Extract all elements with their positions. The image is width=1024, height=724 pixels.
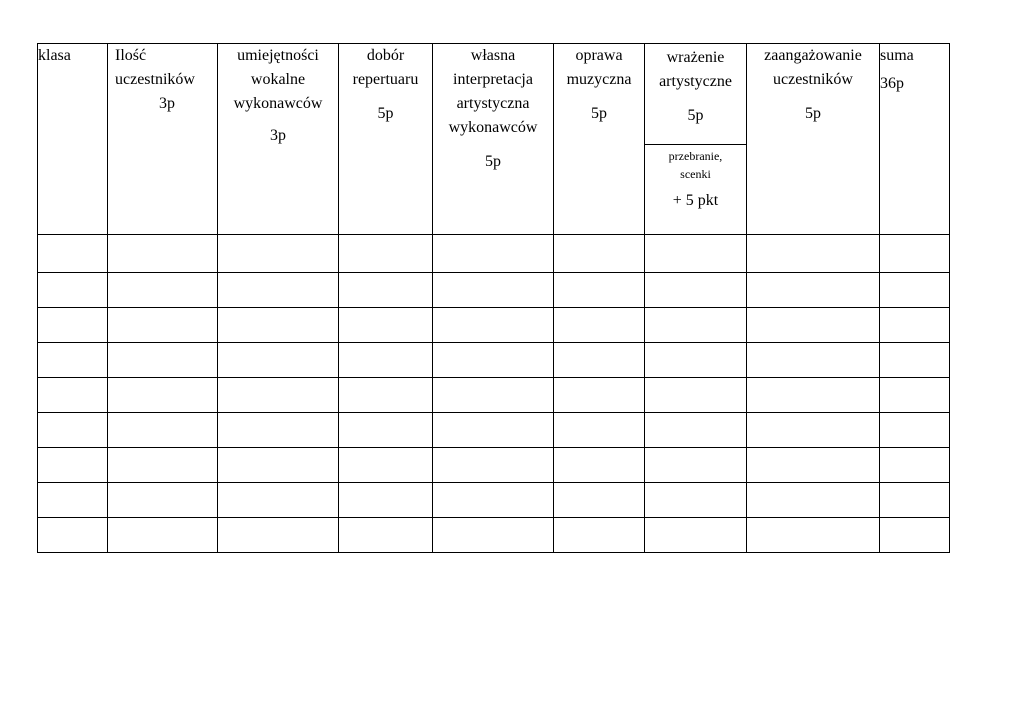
cell-zaangazowanie[interactable] <box>747 483 880 518</box>
cell-umiejetnosci[interactable] <box>218 483 339 518</box>
cell-zaangazowanie[interactable] <box>747 413 880 448</box>
cell-ilosc[interactable] <box>108 483 218 518</box>
header-interpretacja-line-3: artystyczna <box>456 95 530 112</box>
cell-oprawa[interactable] <box>554 483 645 518</box>
header-oprawa-muzyczna <box>554 44 645 235</box>
header-wrazenie-line-2: artystyczne <box>659 73 732 90</box>
cell-oprawa[interactable] <box>554 378 645 413</box>
header-dobor-points: 5p <box>377 105 394 122</box>
cell-ilosc[interactable] <box>108 308 218 343</box>
cell-zaangazowanie[interactable] <box>747 448 880 483</box>
cell-klasa[interactable] <box>38 448 108 483</box>
cell-oprawa[interactable] <box>554 343 645 378</box>
cell-interpretacja[interactable] <box>433 235 554 273</box>
table-row <box>38 518 950 553</box>
cell-interpretacja[interactable] <box>433 308 554 343</box>
header-umiejetnosci-line-1: umiejętności <box>237 47 319 64</box>
header-umiejetnosci-line-2: wokalne <box>250 71 306 88</box>
header-zaangazowanie-line-2: uczestników <box>773 71 853 88</box>
header-wrazenie-artystyczne <box>645 44 747 235</box>
header-wrazenie-sub-line-1: przebranie, <box>668 149 723 163</box>
cell-wrazenie[interactable] <box>645 308 747 343</box>
cell-umiejetnosci[interactable] <box>218 308 339 343</box>
table-row <box>38 235 950 273</box>
cell-dobor[interactable] <box>339 518 433 553</box>
header-wrazenie-sub-line-2: scenki <box>680 167 711 181</box>
header-zaangazowanie <box>747 44 880 235</box>
header-zaangazowanie-points: 5p <box>805 105 821 122</box>
cell-wrazenie[interactable] <box>645 378 747 413</box>
header-oprawa-line-2: muzyczna <box>566 71 632 88</box>
header-suma <box>880 44 950 235</box>
table-row <box>38 378 950 413</box>
header-dobor-repertuaru <box>339 44 433 235</box>
cell-wrazenie[interactable] <box>645 483 747 518</box>
table-row <box>38 448 950 483</box>
cell-wrazenie[interactable] <box>645 448 747 483</box>
cell-zaangazowanie[interactable] <box>747 343 880 378</box>
cell-zaangazowanie[interactable] <box>747 273 880 308</box>
cell-dobor[interactable] <box>339 308 433 343</box>
cell-zaangazowanie[interactable] <box>747 518 880 553</box>
wrazenie-bonus <box>645 145 746 213</box>
cell-interpretacja[interactable] <box>433 413 554 448</box>
cell-interpretacja[interactable] <box>433 378 554 413</box>
cell-dobor[interactable] <box>339 343 433 378</box>
cell-klasa[interactable] <box>38 378 108 413</box>
header-umiejetnosci-line-3: wykonawców <box>233 95 323 112</box>
cell-dobor[interactable] <box>339 273 433 308</box>
cell-wrazenie[interactable] <box>645 518 747 553</box>
cell-interpretacja[interactable] <box>433 448 554 483</box>
cell-dobor[interactable] <box>339 378 433 413</box>
header-umiejetnosci-points: 3p <box>270 127 286 144</box>
cell-suma[interactable] <box>880 378 950 413</box>
cell-dobor[interactable] <box>339 448 433 483</box>
cell-dobor[interactable] <box>339 235 433 273</box>
header-dobor-line-1: dobór <box>366 47 405 64</box>
cell-interpretacja[interactable] <box>433 273 554 308</box>
cell-ilosc[interactable] <box>108 378 218 413</box>
cell-klasa[interactable] <box>38 343 108 378</box>
cell-suma[interactable] <box>880 343 950 378</box>
table-row <box>38 308 950 343</box>
cell-ilosc[interactable] <box>108 235 218 273</box>
cell-oprawa[interactable] <box>554 273 645 308</box>
header-suma-points: 36p <box>880 75 904 92</box>
table-row <box>38 343 950 378</box>
cell-dobor[interactable] <box>339 413 433 448</box>
cell-zaangazowanie[interactable] <box>747 308 880 343</box>
cell-oprawa[interactable] <box>554 448 645 483</box>
cell-suma[interactable] <box>880 518 950 553</box>
scoring-table <box>37 43 950 553</box>
header-interpretacja-points: 5p <box>485 153 501 170</box>
header-umiejetnosci <box>218 44 339 235</box>
cell-oprawa[interactable] <box>554 413 645 448</box>
cell-dobor[interactable] <box>339 483 433 518</box>
cell-klasa[interactable] <box>38 413 108 448</box>
cell-ilosc[interactable] <box>108 343 218 378</box>
header-zaangazowanie-line-1: zaangażowanie <box>764 47 862 64</box>
cell-umiejetnosci[interactable] <box>218 378 339 413</box>
cell-ilosc[interactable] <box>108 413 218 448</box>
header-ilosc-uczestnikow <box>108 44 218 235</box>
cell-wrazenie[interactable] <box>645 413 747 448</box>
cell-suma[interactable] <box>880 448 950 483</box>
cell-ilosc[interactable] <box>108 518 218 553</box>
header-ilosc-line-1: Ilość <box>115 47 147 64</box>
header-interpretacja-line-1: własna <box>470 47 516 64</box>
cell-suma[interactable] <box>880 235 950 273</box>
cell-wrazenie[interactable] <box>645 273 747 308</box>
table-row <box>38 273 950 308</box>
header-wrazenie-bonus-points: + 5 pkt <box>672 192 719 209</box>
cell-zaangazowanie[interactable] <box>747 235 880 273</box>
header-interpretacja-line-4: wykonawców <box>448 119 538 136</box>
cell-umiejetnosci[interactable] <box>218 343 339 378</box>
table-row <box>38 413 950 448</box>
header-suma-line-1: suma <box>880 47 914 64</box>
cell-oprawa[interactable] <box>554 308 645 343</box>
header-wrazenie-points: 5p <box>687 107 704 124</box>
cell-klasa[interactable] <box>38 483 108 518</box>
header-klasa <box>38 44 108 235</box>
cell-klasa[interactable] <box>38 518 108 553</box>
table-row <box>38 483 950 518</box>
header-ilosc-points: 3p <box>159 95 175 112</box>
cell-umiejetnosci[interactable] <box>218 518 339 553</box>
header-oprawa-line-1: oprawa <box>575 47 623 64</box>
cell-suma[interactable] <box>880 308 950 343</box>
cell-interpretacja[interactable] <box>433 483 554 518</box>
cell-suma[interactable] <box>880 483 950 518</box>
wrazenie-main <box>645 44 746 145</box>
cell-umiejetnosci[interactable] <box>218 448 339 483</box>
header-dobor-line-2: repertuaru <box>352 71 419 88</box>
cell-klasa[interactable] <box>38 235 108 273</box>
header-ilosc-line-2: uczestników <box>115 71 195 88</box>
cell-zaangazowanie[interactable] <box>747 378 880 413</box>
header-wrazenie-line-1: wrażenie <box>666 49 725 66</box>
cell-wrazenie[interactable] <box>645 235 747 273</box>
cell-umiejetnosci[interactable] <box>218 413 339 448</box>
cell-interpretacja[interactable] <box>433 518 554 553</box>
cell-suma[interactable] <box>880 413 950 448</box>
cell-oprawa[interactable] <box>554 518 645 553</box>
table-header-row <box>38 44 950 235</box>
header-interpretacja-line-2: interpretacja <box>453 71 533 88</box>
cell-klasa[interactable] <box>38 308 108 343</box>
header-oprawa-points: 5p <box>591 105 607 122</box>
header-klasa-label: klasa <box>38 47 71 64</box>
cell-interpretacja[interactable] <box>433 343 554 378</box>
cell-umiejetnosci[interactable] <box>218 273 339 308</box>
cell-ilosc[interactable] <box>108 448 218 483</box>
header-interpretacja <box>433 44 554 235</box>
cell-suma[interactable] <box>880 273 950 308</box>
cell-klasa[interactable] <box>38 273 108 308</box>
cell-oprawa[interactable] <box>554 235 645 273</box>
cell-ilosc[interactable] <box>108 273 218 308</box>
cell-wrazenie[interactable] <box>645 343 747 378</box>
cell-umiejetnosci[interactable] <box>218 235 339 273</box>
